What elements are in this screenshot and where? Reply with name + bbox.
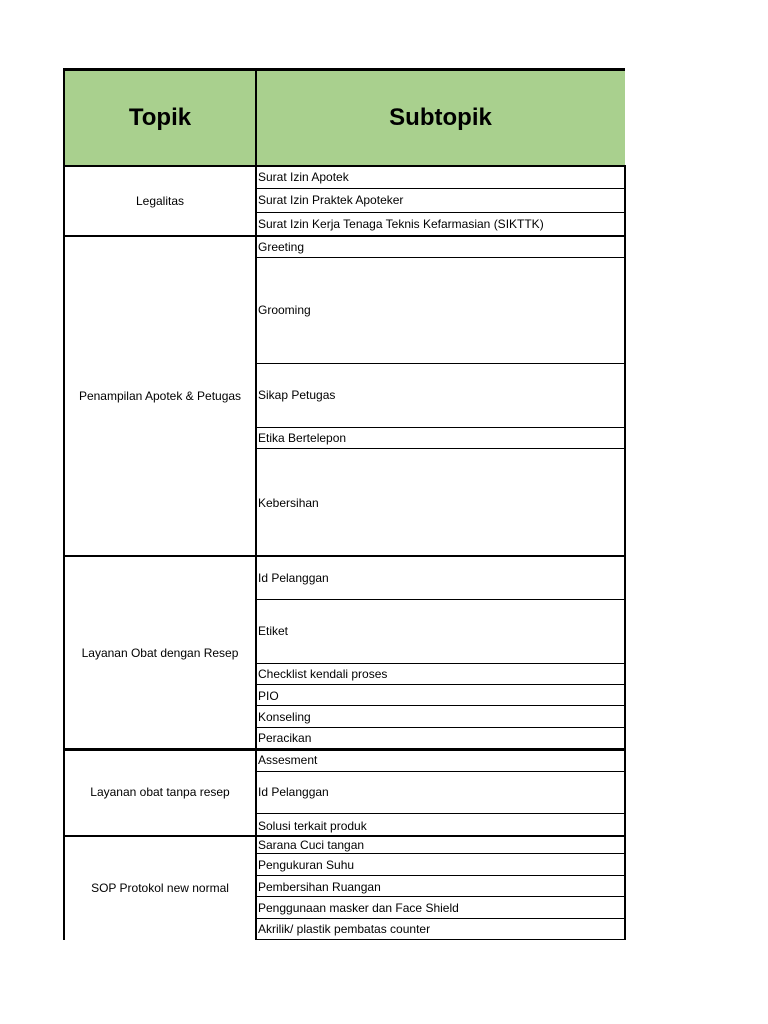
row-separator [256,427,625,428]
subtopic-cell[interactable]: Id Pelanggan [258,570,329,585]
row-separator [256,599,625,600]
row-separator [256,727,625,728]
row-separator [256,212,625,213]
subtopic-cell[interactable]: Sikap Petugas [258,388,336,402]
row-separator [256,257,625,258]
border-col-divider [255,69,257,940]
row-separator [256,813,625,814]
row-separator [256,918,625,919]
row-separator [256,663,625,664]
subtopic-cell[interactable]: Sarana Cuci tangan [258,837,365,852]
subtopic-cell[interactable]: Grooming [258,303,311,317]
row-separator [256,896,625,897]
row-separator [256,875,625,876]
subtopic-cell[interactable]: Checklist kendali proses [258,667,388,681]
border-left [63,69,65,940]
group-separator [63,555,626,557]
subtopic-cell[interactable]: Surat Izin Praktek Apoteker [258,193,404,207]
border-top [63,68,625,71]
row-separator [256,853,625,854]
subtopic-cell[interactable]: Pembersihan Ruangan [258,879,381,894]
group-separator [63,748,626,751]
subtopic-cell[interactable]: Id Pelanggan [258,785,329,799]
row-separator [256,705,625,706]
topic-sop-protokol[interactable]: SOP Protokol new normal [91,880,229,895]
row-separator [256,448,625,449]
subtopic-cell[interactable]: Assesment [258,753,318,767]
row-separator [256,771,625,772]
subtopic-cell[interactable]: Peracikan [258,731,312,745]
row-separator [256,188,625,189]
header-topik[interactable]: Topik [64,70,256,166]
border-header-bottom [63,165,626,167]
topic-legalitas[interactable]: Legalitas [135,194,185,208]
topic-layanan-resep[interactable]: Layanan Obat dengan Resep [81,645,239,660]
subtopic-cell[interactable]: PIO [258,688,279,703]
subtopic-cell[interactable]: Surat Izin Kerja Tenaga Teknis Kefarmasian (SIKTTK) [258,217,544,231]
border-right [624,166,626,940]
header-subtopik[interactable]: Subtopik [256,70,625,166]
subtopic-cell[interactable]: Greeting [258,239,305,254]
subtopic-cell[interactable]: Akrilik/ plastik pembatas counter [258,922,431,936]
row-separator [256,684,625,685]
subtopic-cell[interactable]: Penggunaan masker dan Face Shield [258,900,459,915]
subtopic-cell[interactable]: Konseling [258,709,311,724]
subtopic-cell[interactable]: Kebersihan [258,495,319,510]
subtopic-cell[interactable]: Etiket [258,624,289,638]
subtopic-cell[interactable]: Surat Izin Apotek [258,170,349,184]
topic-penampilan[interactable]: Penampilan Apotek & Petugas [78,389,242,403]
row-separator [256,363,625,364]
group-separator [63,235,626,237]
group-separator [63,835,626,837]
subtopic-cell[interactable]: Solusi terkait produk [258,819,367,833]
topic-layanan-tanpa-resep[interactable]: Layanan obat tanpa resep [90,785,230,799]
subtopic-cell[interactable]: Pengukuran Suhu [258,858,355,872]
subtopic-cell[interactable]: Etika Bertelepon [258,431,347,445]
row-separator [256,939,625,940]
